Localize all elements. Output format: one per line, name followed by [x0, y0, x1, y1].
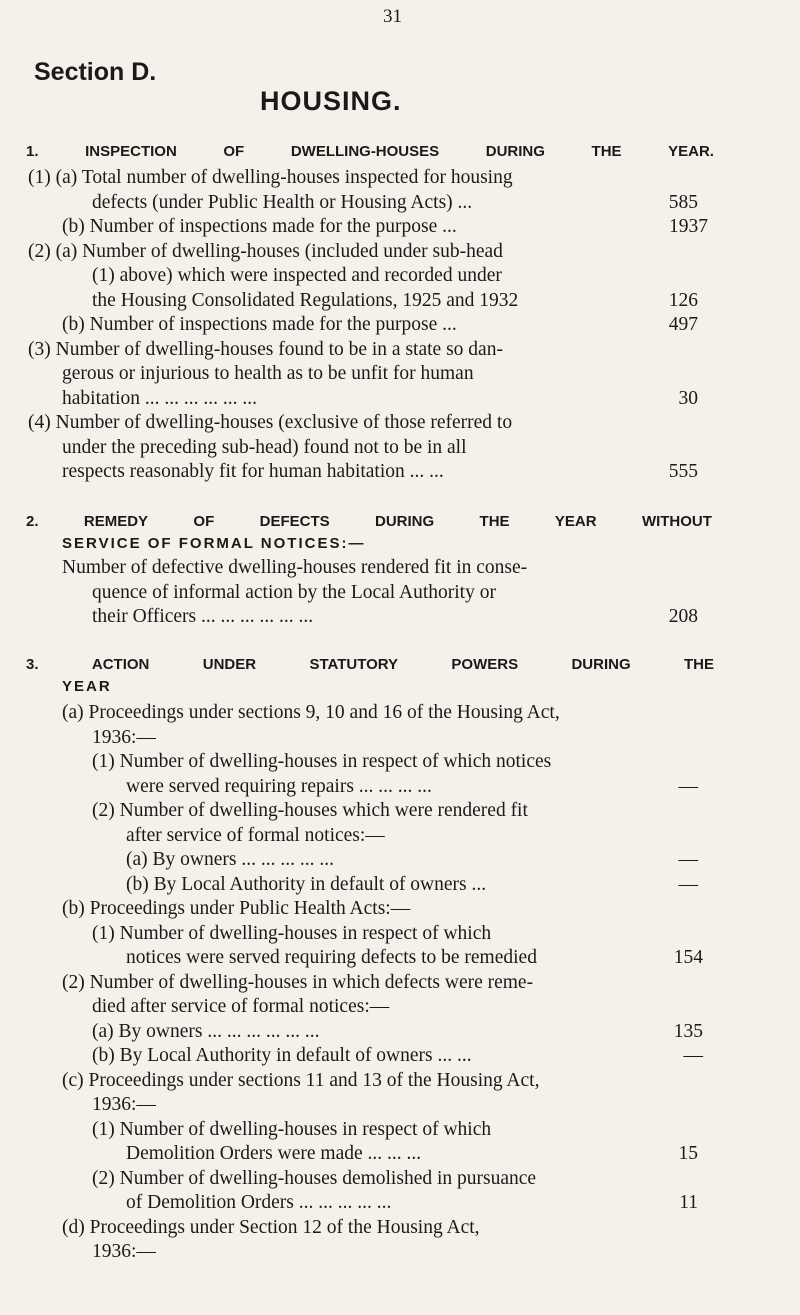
section-label: Section D. — [34, 58, 157, 86]
text-line: respects reasonably fit for human habitation ... ... — [62, 461, 444, 482]
text-line: died after service of formal notices:— — [92, 996, 390, 1017]
text-line: (b) By Local Authority in default of owners ... ... — [92, 1045, 472, 1066]
text-line: of Demolition Orders ... ... ... ... ... — [126, 1192, 392, 1213]
value-cell: 154 — [673, 947, 703, 968]
text-line: Demolition Orders were made ... ... ... — [126, 1143, 422, 1164]
text-line: (1) Number of dwelling-houses in respect of which notices — [92, 751, 552, 772]
value-cell: — — [678, 776, 698, 797]
text-line: 1936:— — [92, 1094, 156, 1115]
value-cell: 1937 — [669, 216, 708, 237]
text-line: (b) Number of inspections made for the purpose ... — [62, 216, 457, 237]
page-number: 31 — [383, 6, 402, 27]
heading-action: 3. ACTION UNDER STATUTORY POWERS DURING THE — [26, 656, 714, 673]
heading-remedy-cont: SERVICE OF FORMAL NOTICES:— — [62, 535, 366, 552]
text-line: habitation ... ... ... ... ... ... — [62, 388, 257, 409]
text-line: defects (under Public Health or Housing Acts) ... — [92, 192, 473, 213]
text-line: (2) (a) Number of dwelling-houses (included under sub-head — [28, 241, 503, 262]
text-line: (4) Number of dwelling-houses (exclusive of those referred to — [28, 412, 513, 433]
heading-action-cont: YEAR — [62, 678, 112, 695]
value-cell: 15 — [678, 1143, 698, 1164]
value-cell: 135 — [673, 1021, 703, 1042]
text-line: 1936:— — [92, 1241, 156, 1262]
page-title: HOUSING. — [260, 86, 402, 116]
value-cell: 30 — [678, 388, 698, 409]
text-line: (b) Number of inspections made for the purpose ... — [62, 314, 457, 335]
heading-inspection: 1. INSPECTION OF DWELLING-HOUSES DURING THE YEAR. — [26, 143, 714, 160]
value-cell: 497 — [668, 314, 698, 335]
text-line: (1) Number of dwelling-houses in respect of which — [92, 923, 492, 944]
value-cell: 208 — [668, 606, 698, 627]
value-cell: 555 — [668, 461, 698, 482]
text-line: (d) Proceedings under Section 12 of the Housing Act, — [62, 1217, 480, 1238]
text-line: quence of informal action by the Local Authority or — [92, 582, 496, 603]
text-line: (1) above) which were inspected and recorded under — [92, 265, 502, 286]
text-line: the Housing Consolidated Regulations, 1925 and 1932 — [92, 290, 519, 311]
text-line: (1) Number of dwelling-houses in respect of which — [92, 1119, 492, 1140]
text-line: (3) Number of dwelling-houses found to be in a state so dan- — [28, 339, 503, 360]
text-line: 1936:— — [92, 727, 156, 748]
text-line: (2) Number of dwelling-houses demolished in pursuance — [92, 1168, 537, 1189]
text-line: (1) (a) Total number of dwelling-houses inspected for housing — [28, 167, 513, 188]
value-cell: — — [678, 849, 698, 870]
text-line: notices were served requiring defects to be remedied — [126, 947, 537, 968]
value-cell: 585 — [668, 192, 698, 213]
value-cell: 11 — [679, 1192, 698, 1213]
value-cell: — — [678, 874, 698, 895]
value-cell: 126 — [668, 290, 698, 311]
text-line: (a) By owners ... ... ... ... ... ... — [92, 1021, 320, 1042]
text-line: (a) Proceedings under sections 9, 10 and 16 of the Housing Act, — [62, 702, 560, 723]
text-line: after service of formal notices:— — [126, 825, 385, 846]
text-line: (b) By Local Authority in default of owners ... — [126, 874, 487, 895]
text-line: (2) Number of dwelling-houses in which defects were reme- — [62, 972, 534, 993]
text-line: their Officers ... ... ... ... ... ... — [92, 606, 314, 627]
text-line: Number of defective dwelling-houses rendered fit in conse- — [62, 557, 528, 578]
value-cell: — — [683, 1045, 703, 1066]
heading-remedy: 2. REMEDY OF DEFECTS DURING THE YEAR WITHOUT — [26, 513, 712, 530]
text-line: under the preceding sub-head) found not to be in all — [62, 437, 467, 458]
text-line: gerous or injurious to health as to be unfit for human — [62, 363, 474, 384]
text-line: were served requiring repairs ... ... ... ... — [126, 776, 432, 797]
text-line: (a) By owners ... ... ... ... ... — [126, 849, 334, 870]
text-line: (b) Proceedings under Public Health Acts:— — [62, 898, 411, 919]
text-line: (c) Proceedings under sections 11 and 13 of the Housing Act, — [62, 1070, 540, 1091]
text-line: (2) Number of dwelling-houses which were rendered fit — [92, 800, 528, 821]
